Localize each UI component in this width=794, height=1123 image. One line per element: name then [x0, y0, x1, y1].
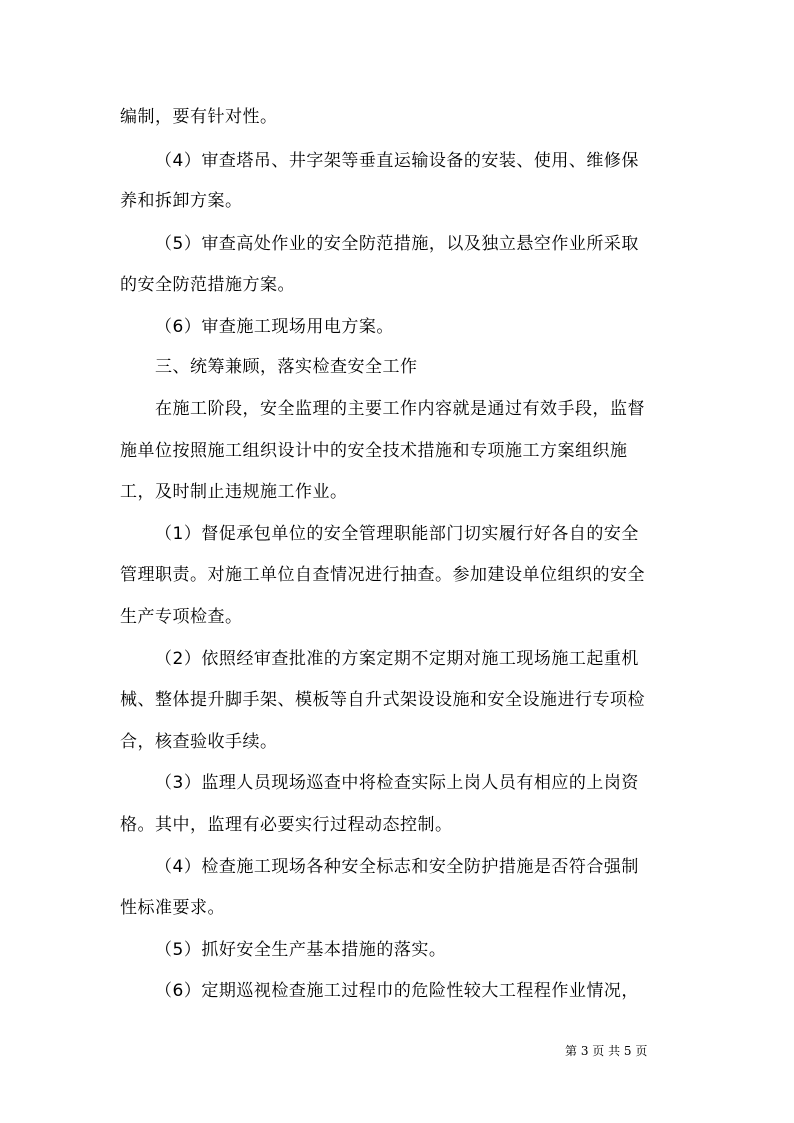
text-line: 的安全防范措施方案。: [120, 275, 295, 295]
text-line: 施单位按照施工组织设计中的安全技术措施和专项施工方案组织施: [120, 441, 628, 461]
text-line: 格。其中，监理有必要实行过程动态控制。: [120, 815, 453, 835]
text-line: （4）检查施工现场各种安全标志和安全防护措施是否符合强制: [155, 857, 639, 877]
text-line: 在施工阶段，安全监理的主要工作内容就是通过有效手段，监督: [155, 399, 645, 419]
text-line: 合，核查验收手续。: [120, 732, 278, 752]
text-line: （3）监理人员现场巡查中将检查实际上岗人员有相应的上岗资: [155, 773, 639, 793]
text-line: 工，及时制止违规施工作业。: [120, 482, 348, 502]
text-line: （6）审查施工现场用电方案。: [155, 317, 394, 337]
text-line: （1）督促承包单位的安全管理职能部门切实履行好各自的安全: [155, 524, 639, 544]
text-line: （5）审查高处作业的安全防范措施，以及独立悬空作业所采取: [155, 234, 639, 254]
text-line: （6）定期巡视检查施工过程巾的危险性较大工程程作业情况，: [155, 981, 639, 1001]
text-line: 编制，要有针对性。: [120, 107, 278, 127]
text-line: 养和拆卸方案。: [120, 191, 243, 211]
text-line: 生产专项检查。: [120, 607, 243, 627]
text-line: 械、整体提升脚手架、模板等自升式架设设施和安全设施进行专项检: [120, 690, 645, 710]
text-line: （4）审查塔吊、井字架等垂直运输设备的安装、使用、维修保: [155, 151, 639, 171]
text-line: 性标准要求。: [120, 898, 225, 918]
page-number: 第 3 页 共 5 页: [565, 1044, 648, 1058]
section-heading: 三、统筹兼顾，落实检查安全工作: [155, 357, 418, 377]
text-line: （2）依照经审查批准的方案定期不定期对施工现场施工起重机: [155, 649, 639, 669]
text-line: （5）抓好安全生产基本措施的落实。: [155, 940, 447, 960]
text-line: 管理职责。对施工单位自查情况进行抽查。参加建设单位组织的安全: [120, 565, 645, 585]
